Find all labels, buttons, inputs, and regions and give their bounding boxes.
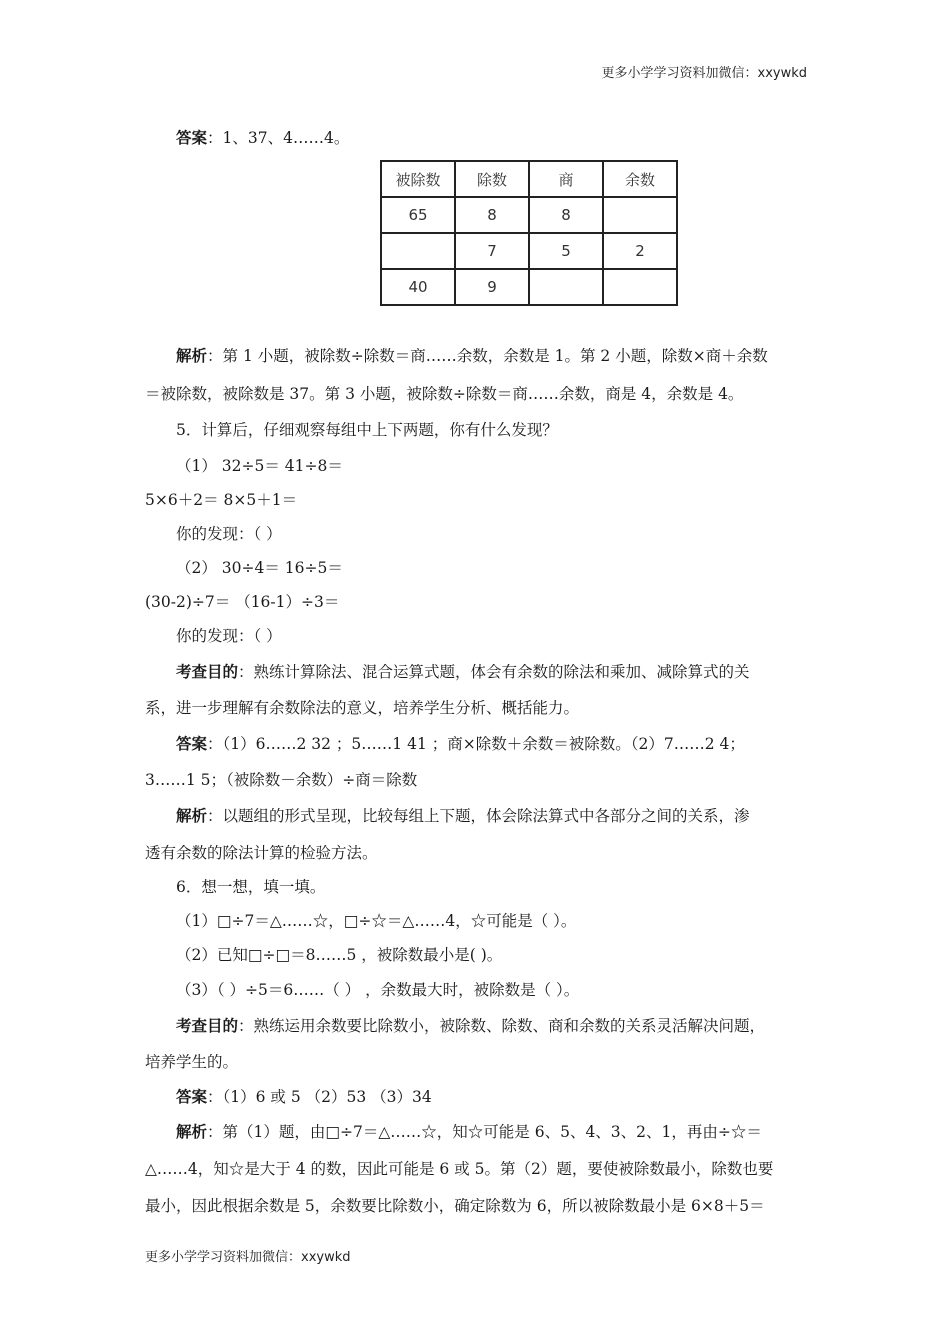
text-line: （2）已知□÷□＝8……5 ，被除数最小是( )。 — [176, 946, 503, 964]
text-line: 培养学生的。 — [145, 1053, 239, 1071]
text-line: 系，进一步理解有余数除法的意义，培养学生分析、概括能力。 — [145, 699, 580, 717]
text-line: 你的发现：（ ） — [176, 627, 282, 645]
table-row — [381, 197, 677, 233]
table-header-cell: 余数 — [603, 161, 677, 197]
table-header-cell: 除数 — [455, 161, 529, 197]
table-header-row — [381, 161, 677, 197]
question-title: 5．计算后，仔细观察每组中上下两题，你有什么发现？ — [176, 421, 558, 439]
division-table — [380, 160, 678, 306]
analysis-line: 解析：第（1）题，由□÷7＝△……☆，知☆可能是 6、5、4、3、2、1，再由÷☆＝ — [176, 1123, 762, 1141]
table-cell: 9 — [455, 269, 529, 305]
purpose-line: 考查目的：熟练运用余数要比除数小，被除数、除数、商和余数的关系灵活解决问题， — [176, 1017, 766, 1035]
text-line: （2） 30÷4＝ 16÷5＝ — [176, 559, 343, 577]
answer-line: 答案：1、37、4……4。 — [176, 129, 350, 147]
analysis-line: 解析：以题组的形式呈现，比较每组上下题，体会除法算式中各部分之间的关系，渗 — [176, 807, 750, 825]
table-cell — [603, 269, 677, 305]
text-line: （1）□÷7＝△……☆，□÷☆＝△……4，☆可能是（ ）。 — [176, 912, 577, 930]
footer-note: 更多小学学习资料加微信：xxywkd — [145, 1250, 351, 1265]
table-cell: 65 — [381, 197, 455, 233]
text-line: （3）（ ）÷5＝6……（ ） ，余数最大时，被除数是（ ）。 — [176, 981, 580, 999]
table-cell — [381, 233, 455, 269]
text-line: 透有余数的除法计算的检验方法。 — [145, 844, 378, 862]
analysis-line: 解析：第 1 小题，被除数÷除数＝商……余数，余数是 1。第 2 小题，除数×商＋余数 — [176, 347, 768, 365]
table-row — [381, 233, 677, 269]
table-cell — [603, 197, 677, 233]
answer-line: 答案：（1）6 或 5 （2）53 （3）34 — [176, 1088, 432, 1106]
text-line: 5×6＋2＝ 8×5＋1＝ — [145, 491, 298, 509]
text-line: (30-2)÷7＝ （16-1）÷3＝ — [145, 593, 340, 611]
text-line: △……4，知☆是大于 4 的数，因此可能是 6 或 5。第（2）题，要使被除数最小，除数也要 — [145, 1160, 774, 1178]
header-note: 更多小学学习资料加微信：xxywkd — [601, 66, 807, 81]
table-row — [381, 269, 677, 305]
text-line: 最小，因此根据余数是 5，余数要比除数小，确定除数为 6，所以被除数最小是 6×8＋5＝ — [145, 1197, 765, 1215]
text-line: 你的发现：（ ） — [176, 525, 282, 543]
table-cell: 40 — [381, 269, 455, 305]
answer-line: 答案：（1）6……2 32 ；5……1 41 ；商×除数＋余数＝被除数。（2）7……2 4； — [176, 735, 745, 753]
text-line: （1） 32÷5＝ 41÷8＝ — [176, 457, 343, 475]
table-cell: 2 — [603, 233, 677, 269]
text-line: 3……1 5；（被除数－余数）÷商＝除数 — [145, 771, 418, 789]
purpose-line: 考查目的：熟练计算除法、混合运算式题，体会有余数的除法和乘加、减除算式的关 — [176, 663, 750, 681]
table-cell: 8 — [529, 197, 603, 233]
question-title: 6．想一想，填一填。 — [176, 878, 326, 896]
table-cell: 5 — [529, 233, 603, 269]
text-line: ＝被除数，被除数是 37。第 3 小题，被除数÷除数＝商……余数，商是 4，余数是 4。 — [145, 385, 744, 403]
table-cell: 8 — [455, 197, 529, 233]
table-header-cell: 被除数 — [381, 161, 455, 197]
table-header-cell: 商 — [529, 161, 603, 197]
table-cell: 7 — [455, 233, 529, 269]
table-cell — [529, 269, 603, 305]
